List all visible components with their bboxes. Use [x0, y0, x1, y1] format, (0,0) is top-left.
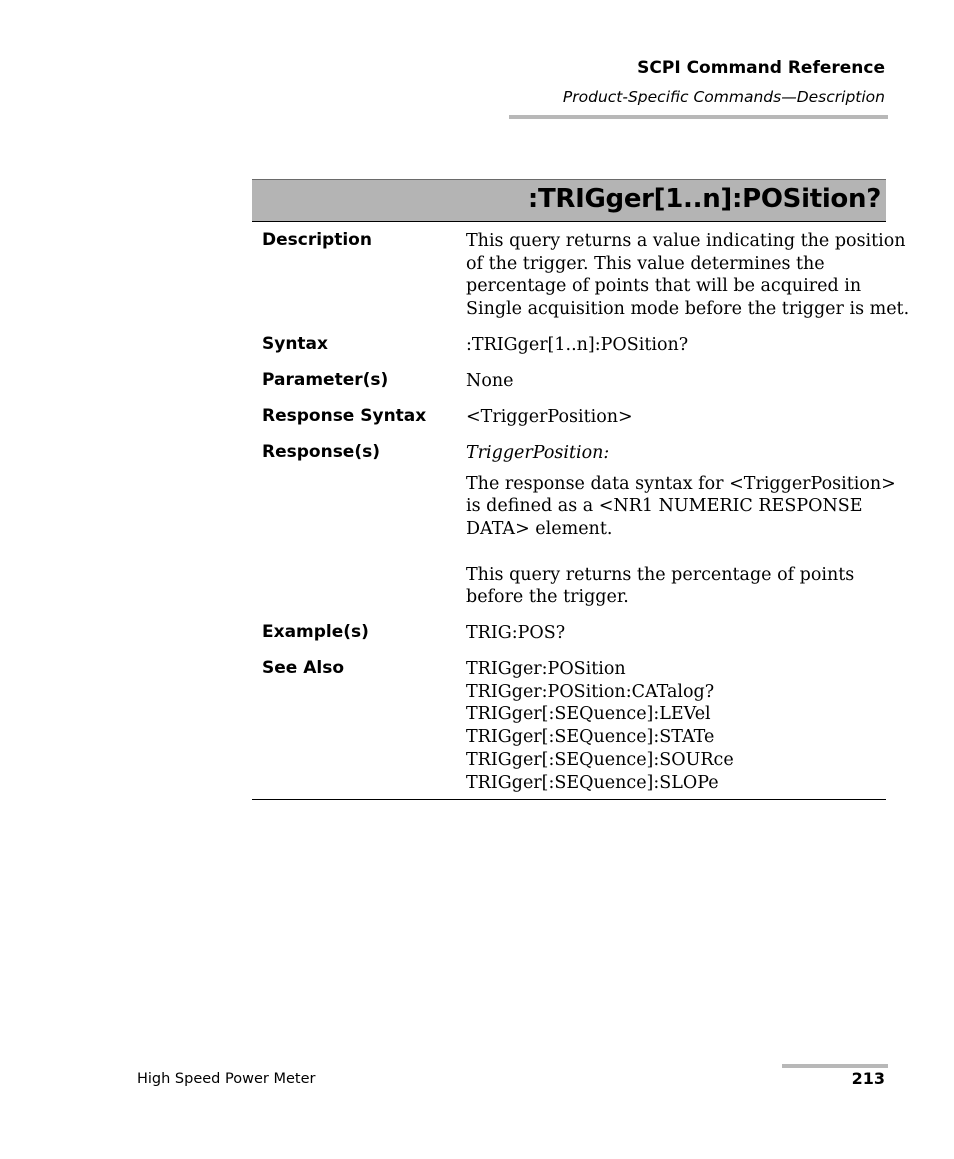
page-number: 213 [851, 1069, 885, 1088]
response-syntax-label: Response Syntax [262, 406, 427, 426]
example-text: TRIG:POS? [466, 623, 566, 643]
response-line: The response data syntax for <TriggerPosition> [466, 473, 896, 494]
chapter-title: SCPI Command Reference [637, 58, 885, 78]
response-name: TriggerPosition: [466, 443, 610, 463]
response-line: is defined as a <NR1 NUMERIC RESPONSE [466, 496, 863, 517]
description-line: This query returns a value indicating the position [466, 231, 906, 251]
description-line: percentage of points that will be acquired in [466, 276, 862, 297]
see-also-item: TRIGger[:SEQuence]:SLOPe [466, 772, 719, 793]
parameters-text: None [466, 371, 514, 391]
examples-label: Example(s) [262, 622, 369, 642]
command-title: :TRIGger[1..n]:POSition? [527, 184, 881, 214]
syntax-label: Syntax [262, 334, 328, 354]
description-line: of the trigger. This value determines the [466, 253, 825, 274]
see-also-item: TRIGger[:SEQuence]:SOURce [466, 749, 734, 770]
syntax-text: :TRIGger[1..n]:POSition? [466, 335, 689, 355]
see-also-item: TRIGger[:SEQuence]:STATe [466, 727, 715, 748]
response-line: before the trigger. [466, 587, 629, 608]
responses-value [466, 442, 896, 609]
syntax-value [466, 334, 886, 357]
description-text [466, 230, 910, 321]
response-line: DATA> element. [466, 519, 613, 540]
parameters-label: Parameter(s) [262, 370, 389, 390]
see-also-item: TRIGger[:SEQuence]:LEVel [466, 704, 711, 725]
response-syntax-value [466, 406, 886, 429]
section-subtitle: Product-Specific Commands—Description [562, 88, 885, 106]
product-name: High Speed Power Meter [137, 1071, 316, 1087]
responses-label: Response(s) [262, 442, 380, 462]
header-divider [509, 115, 888, 119]
parameters-value [466, 370, 886, 393]
description-line: Single acquisition mode before the trigger is met. [466, 299, 910, 320]
examples-value [466, 622, 886, 645]
response-line: This query returns the percentage of points [466, 564, 855, 585]
table-bottom-divider [252, 799, 886, 800]
see-also-label: See Also [262, 658, 345, 678]
see-also-item: TRIGger:POSition:CATalog? [466, 681, 715, 702]
see-also-list [466, 658, 886, 794]
description-label: Description [262, 230, 372, 250]
footer-divider [782, 1064, 888, 1068]
command-title-bar [252, 179, 886, 222]
see-also-item: TRIGger:POSition [466, 659, 626, 679]
response-syntax-text: <TriggerPosition> [466, 407, 633, 427]
